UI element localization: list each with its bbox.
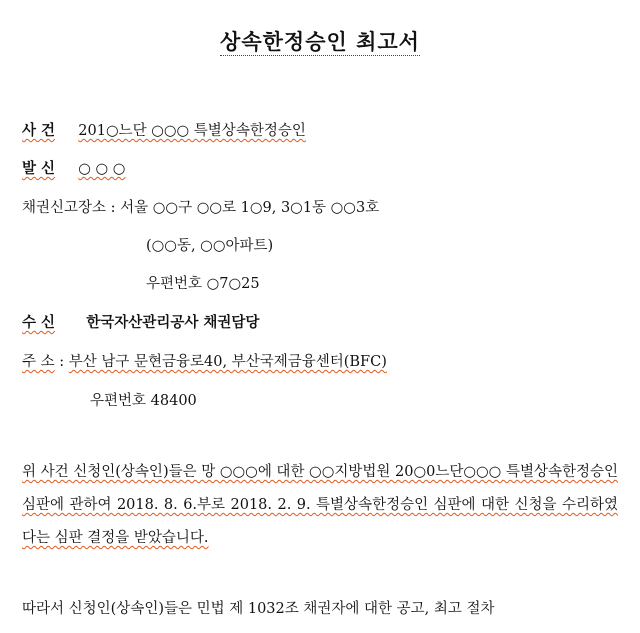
- case-value: 201○느단 ○○○ 특별상속한정승인: [78, 123, 306, 139]
- document-title-text: 상속한정승인 최고서: [220, 29, 420, 54]
- address-line2: 우편번호 48400: [90, 393, 197, 409]
- recipient-value: 한국자산관리공사 채권담당: [86, 314, 260, 331]
- creditor-report-place-line2-row: [146, 234, 273, 255]
- sender-value: ○ ○ ○: [78, 161, 126, 177]
- body-paragraph-2-text: 따라서 신청인(상속인)들은 민법 제 1032조 채권자에 대한 공고, 최고 절차: [22, 601, 495, 617]
- creditor-report-place-line2: (○○동, ○○아파트): [146, 238, 274, 254]
- body-paragraph-1-text: 위 사건 신청인(상속인)들은 망 ○○○에 대한 ○○지방법원 20○0느단○○○ 특별상속한정승인 심판에 관하여 2018. 8. 6.부로 2018. 2. 9. 특별상속한정승인 심판에 대한 신청을 수리하였다는 심판 결정을 받았습니다.: [22, 464, 618, 546]
- sender-label: 발 신: [22, 160, 56, 177]
- recipient-label: 수 신: [22, 314, 56, 331]
- creditor-report-place-line1: 서울 ○○구 ○○로 1○9, 3○1동 ○○3호: [120, 200, 380, 216]
- creditor-report-place-row: 채권신고장소 : 서울 ○○구 ○○로 1○9, 3○1동 ○○3호: [22, 200, 380, 216]
- address-line1: 부산 남구 문현금융로40, 부산국제금융센터(BFC): [68, 354, 387, 370]
- creditor-report-place-line3-row: [146, 272, 260, 293]
- case-row: [22, 119, 306, 140]
- case-label: 사 건: [22, 122, 56, 139]
- body-paragraph-2: [22, 593, 618, 626]
- document-title: [0, 26, 640, 56]
- creditor-report-place-label: 채권신고장소: [22, 200, 107, 216]
- body-paragraph-1: [22, 456, 618, 555]
- creditor-report-place-line3: 우편번호 ○7○25: [146, 276, 260, 292]
- address-label: 주 소: [22, 354, 55, 370]
- address-row: 주 소 : 부산 남구 문현금융로40, 부산국제금융센터(BFC): [22, 354, 387, 370]
- address-line2-row: [90, 389, 197, 410]
- sender-row: [22, 157, 190, 178]
- recipient-row: [22, 311, 259, 332]
